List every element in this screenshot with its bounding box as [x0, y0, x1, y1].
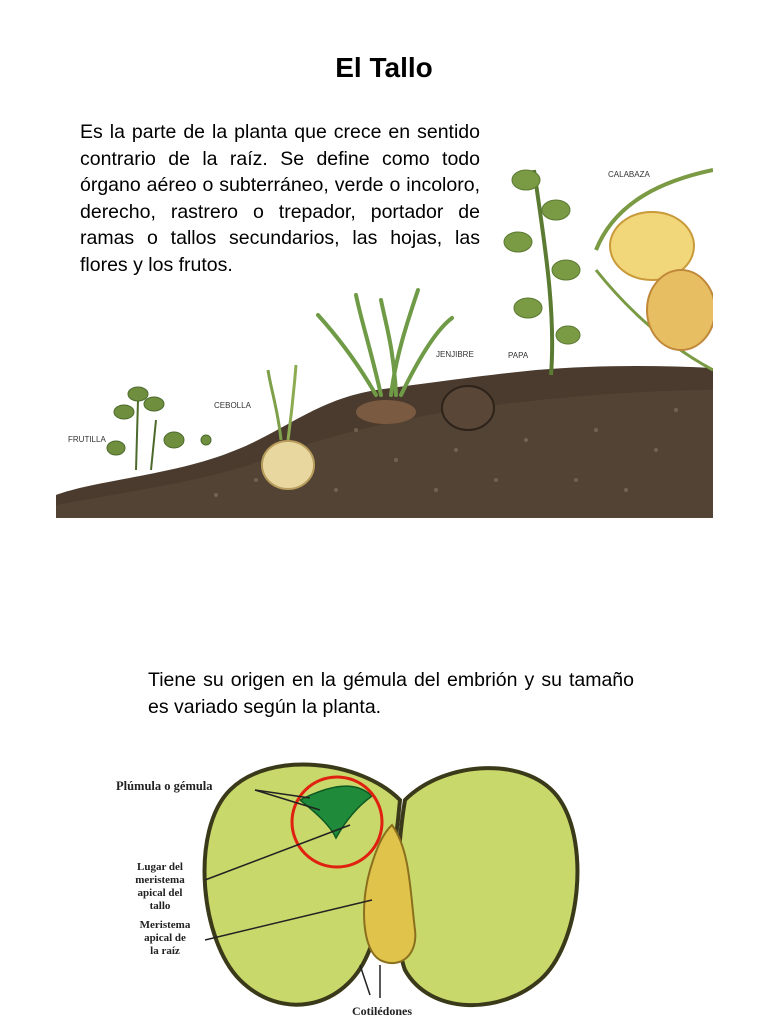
label-cebolla: CEBOLLA	[214, 401, 251, 410]
label-papa: PAPA	[508, 351, 529, 360]
label-cotiledones: Cotilédones	[352, 1004, 412, 1018]
label-calabaza: CALABAZA	[608, 170, 650, 179]
label-lugar-1: Lugar del	[137, 861, 183, 873]
seed-right-half	[398, 768, 578, 1005]
potato-plant	[504, 170, 580, 375]
potato-tuber	[442, 386, 494, 430]
page-title: El Tallo	[335, 52, 433, 83]
label-lugar-3: apical del	[137, 887, 183, 899]
label-meristema-1: Meristema	[139, 919, 191, 931]
label-frutilla: FRUTILLA	[68, 435, 106, 444]
pumpkin-plant	[596, 170, 713, 370]
seed-diagram	[110, 730, 590, 1024]
label-meristema-2: apical de	[144, 932, 186, 944]
label-plumula: Plúmula o gémula	[116, 779, 213, 793]
strawberry-plant	[107, 387, 211, 470]
label-jenjibre: JENJIBRE	[436, 350, 474, 359]
ginger-plant	[318, 290, 452, 395]
plants-illustration	[56, 150, 713, 518]
ginger-rhizome	[356, 400, 416, 424]
intro-paragraph: Es la parte de la planta que crece en sentido contrario de la raíz. Se define como todo órgano aéreo o subterráneo, verde o incoloro, derecho, rastrero o trepador, portador de ramas o tallos secundarios, las hojas, las flores y los frutos.	[80, 121, 480, 276]
label-lugar-2: meristema	[135, 874, 185, 886]
origin-paragraph: Tiene su origen en la gémula del embrión y su tamaño es variado según la planta.	[148, 669, 634, 718]
label-lugar-4: tallo	[149, 900, 171, 912]
label-meristema-3: la raíz	[150, 945, 180, 957]
